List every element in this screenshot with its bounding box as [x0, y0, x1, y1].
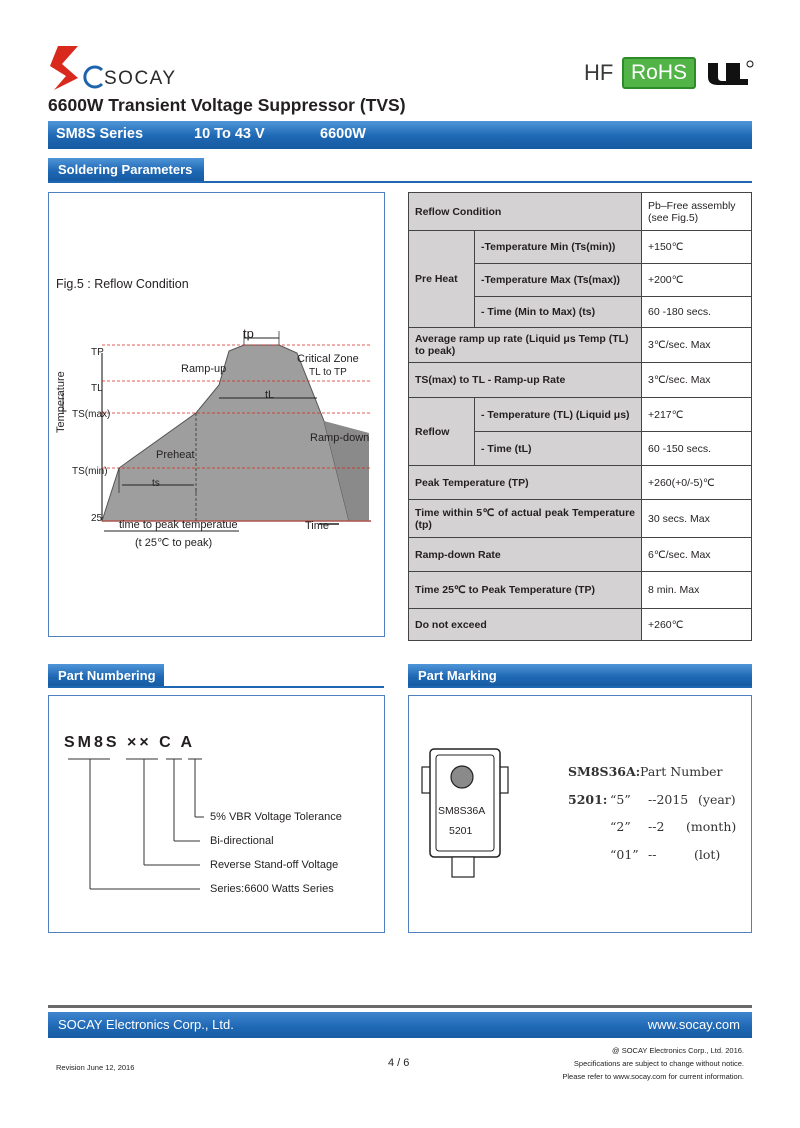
- pm-pn-text: Part Number: [640, 764, 723, 779]
- label-ramp-down: Ramp-down: [310, 432, 370, 444]
- cell-avg-ramp: Average ramp up rate (Liquid μs Temp (TL) to peak): [409, 328, 642, 363]
- label-ts: ts: [152, 478, 160, 489]
- rohs-badge: RoHS: [622, 57, 696, 89]
- cell-time-within: Time within 5℃ of actual peak Temperature (tp): [409, 500, 642, 538]
- footer-revision: Revision June 12, 2016: [56, 1063, 135, 1072]
- footer-website[interactable]: www.socay.com: [647, 1017, 740, 1032]
- label-critical-zone: Critical Zone: [297, 353, 359, 365]
- figure-caption: Fig.5 : Reflow Condition: [56, 277, 189, 291]
- footer-company: SOCAY Electronics Corp., Ltd.: [58, 1017, 234, 1032]
- cell-reflow: Reflow: [409, 398, 475, 466]
- cell-time-25-val: 8 min. Max: [642, 572, 752, 609]
- pm-year-unit: (year): [698, 792, 736, 807]
- hf-mark: HF: [584, 60, 614, 85]
- label-TP: TP: [91, 347, 104, 358]
- cell-reflow-temp-val: +217℃: [642, 398, 752, 432]
- label-preheat: Preheat: [156, 449, 195, 461]
- label-t25-to-peak: (t 25℃ to peak): [135, 537, 213, 549]
- pm-month-unit: (month): [686, 819, 737, 834]
- label-time-to-peak: time to peak temperatue: [119, 519, 238, 531]
- label-critical-range: TL to TP: [309, 367, 347, 378]
- label-tsmax: TS(max): [72, 409, 111, 420]
- cell-peak-temp: Peak Temperature (TP): [409, 466, 642, 500]
- section-divider: [408, 686, 752, 688]
- reflow-figure-box: [48, 192, 385, 637]
- label-tp: tp: [243, 326, 254, 341]
- cell-temp-max: -Temperature Max (Ts(max)): [475, 264, 642, 297]
- footer-spec-note: Specifications are subject to change without notice.: [573, 1059, 744, 1068]
- cell-ts-to-tl: TS(max) to TL - Ramp-up Rate: [409, 363, 642, 398]
- section-divider: [48, 181, 752, 183]
- series-bar: [48, 121, 752, 149]
- footer-copyright: @ SOCAY Electronics Corp., Ltd. 2016.: [612, 1046, 744, 1055]
- pn-standoff: Reverse Stand-off Voltage: [210, 859, 339, 871]
- footer-bar: [48, 1012, 752, 1038]
- cell-pre-heat: Pre Heat: [409, 231, 475, 328]
- pm-year-quote: “5”: [610, 792, 631, 807]
- cell-pb-free: Pb–Free assembly (see Fig.5): [642, 193, 752, 231]
- pm-lot-unit: (lot): [694, 847, 721, 862]
- cell-reflow-condition: Reflow Condition: [409, 193, 642, 231]
- footer-divider: [48, 1005, 752, 1008]
- series-name: SM8S Series: [56, 126, 144, 142]
- cell-reflow-time-val: 60 -150 secs.: [642, 432, 752, 466]
- ul-icon: [704, 59, 754, 87]
- cell-reflow-temp: - Temperature (TL) (Liquid μs): [475, 398, 642, 432]
- cell-temp-min: -Temperature Min (Ts(min)): [475, 231, 642, 264]
- part-number-code: SM8S ×× C A: [64, 734, 196, 751]
- label-temperature: Temperature: [55, 371, 67, 433]
- chip-marking-line2: 5201: [449, 825, 473, 837]
- pm-pn-label: SM8S36A:: [568, 764, 641, 779]
- series-voltage: 10 To 43 V: [194, 126, 265, 142]
- cell-time-min-max-val: 60 -180 secs.: [642, 297, 752, 328]
- cell-do-not-exceed: Do not exceed: [409, 609, 642, 641]
- footer-refer: Please refer to www.socay.com for current information.: [562, 1072, 744, 1081]
- chip-marking-line1: SM8S36A: [438, 805, 486, 817]
- label-tL: tL: [265, 389, 275, 401]
- section-part-marking: Part Marking: [408, 664, 752, 688]
- cell-time-within-val: 30 secs. Max: [642, 500, 752, 538]
- section-divider: [48, 686, 384, 688]
- section-soldering: Soldering Parameters: [48, 158, 204, 182]
- pn-tolerance: 5% VBR Voltage Tolerance: [210, 811, 342, 823]
- label-TL: TL: [91, 383, 103, 394]
- series-power: 6600W: [320, 126, 366, 142]
- cell-do-not-exceed-val: +260℃: [642, 609, 752, 641]
- pm-code-label: 5201:: [568, 792, 608, 807]
- cell-ramp-down: Ramp-down Rate: [409, 538, 642, 572]
- part-numbering-lines: [60, 755, 220, 895]
- cell-temp-min-val: +150℃: [642, 231, 752, 264]
- pm-month-quote: “2”: [610, 819, 631, 834]
- section-part-numbering: Part Numbering: [48, 664, 164, 688]
- cell-avg-ramp-val: 3℃/sec. Max: [642, 328, 752, 363]
- page-number: 4 / 6: [388, 1057, 410, 1069]
- cell-ramp-down-val: 6℃/sec. Max: [642, 538, 752, 572]
- logo-text: SOCAY: [104, 68, 177, 89]
- pm-month-value: --2: [648, 819, 665, 834]
- label-time: Time: [305, 520, 330, 532]
- page-title: 6600W Transient Voltage Suppressor (TVS): [48, 95, 406, 115]
- label-tsmin: TS(min): [72, 466, 108, 477]
- label-25: 25: [91, 513, 103, 524]
- cell-reflow-time: - Time (tL): [475, 432, 642, 466]
- cell-time-min-max: - Time (Min to Max) (ts): [475, 297, 642, 328]
- label-ramp-up: Ramp-up: [181, 363, 227, 375]
- cell-temp-max-val: +200℃: [642, 264, 752, 297]
- pm-lot-quote: “01”: [610, 847, 639, 862]
- pm-year-value: --2015: [648, 792, 689, 807]
- cell-ts-to-tl-val: 3℃/sec. Max: [642, 363, 752, 398]
- pn-bidirectional: Bi-directional: [210, 835, 274, 847]
- cell-peak-temp-val: +260(+0/-5)℃: [642, 466, 752, 500]
- soldering-table: [408, 192, 752, 641]
- pm-lot-value: --: [648, 847, 657, 862]
- cell-time-25: Time 25℃ to Peak Temperature (TP): [409, 572, 642, 609]
- pn-series: Series:6600 Watts Series: [210, 883, 334, 895]
